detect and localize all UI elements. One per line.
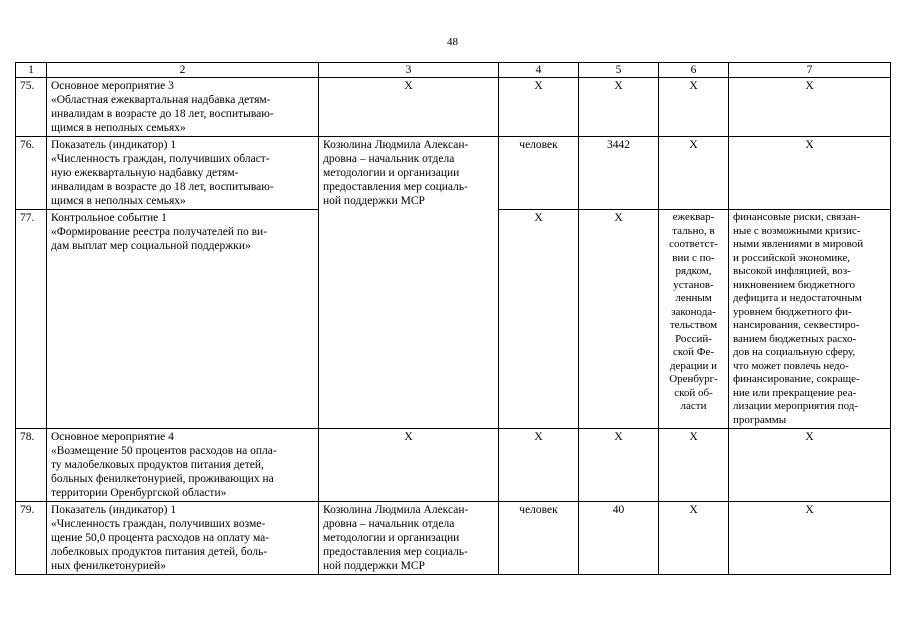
value-cell: Х — [579, 429, 659, 502]
event-cell — [47, 210, 319, 429]
risk-cell: финансовые риски, связан- ные с возможными кризис- ными явлениями в мировой и российской экономике, высокой инфляцией, воз- никновением бюджетного дефицита и недостаточным уровнем бюджетного фи- нансирования, секвестиро- ванием бюджетных расхо- дов на социальную сферу, что может повлечь недо- финансирование, сокраще- ние или прекращение реа- лизации мероприятия под- программы — [729, 210, 891, 429]
unit-cell: человек — [499, 137, 579, 210]
indicator-description: «Численность граждан, получивших возме- щение 50,0 процента расходов на оплату ма- лобелковых продуктов питания детей, боль- ных фенилкетонурией» — [51, 518, 270, 572]
table-row-79 — [16, 502, 891, 575]
indicator-title: Показатель (индикатор) 1 — [51, 504, 177, 516]
row-number: 76. — [16, 137, 47, 210]
value-cell: 40 — [579, 502, 659, 575]
value-cell: Х — [579, 210, 659, 429]
risk-cell: Х — [729, 137, 891, 210]
unit-cell: Х — [499, 78, 579, 137]
activity-description: «Областная ежеквартальная надбавка детям- инвалидам в возрасте до 18 лет, воспитываю- щимся в неполных семьях» — [51, 94, 274, 134]
responsible-cell: Козюлина Людмила Алексан- дровна – начальник отдела методологии и организации предоставления мер социаль- ной поддержки МСР — [319, 502, 499, 575]
row-number: 77. — [16, 210, 47, 429]
row-number: 75. — [16, 78, 47, 137]
unit-cell: человек — [499, 502, 579, 575]
unit-cell: Х — [499, 210, 579, 429]
responsible-cell: Х — [319, 78, 499, 137]
header-row — [16, 63, 891, 78]
indicator-cell — [47, 137, 319, 210]
responsible-cell: Х — [319, 429, 499, 502]
indicator-title: Показатель (индикатор) 1 — [51, 139, 177, 151]
unit-cell: Х — [499, 429, 579, 502]
header-cell-7: 7 — [729, 63, 891, 78]
page-number: 48 — [447, 36, 458, 48]
risk-cell: Х — [729, 78, 891, 137]
event-description: «Формирование реестра получателей по ви- дам выплат мер социальной поддержки» — [51, 226, 268, 252]
value-cell: Х — [579, 78, 659, 137]
header-cell-5: 5 — [579, 63, 659, 78]
header-cell-3: 3 — [319, 63, 499, 78]
risk-cell: Х — [729, 429, 891, 502]
header-cell-2: 2 — [47, 63, 319, 78]
activity-description: «Возмещение 50 процентов расходов на опла- ту малобелковых продуктов питания детей, больных фенилкетонурией, проживающих на территории Оренбургской области» — [51, 445, 277, 499]
activity-cell — [47, 429, 319, 502]
period-cell: Х — [659, 502, 729, 575]
row-number: 79. — [16, 502, 47, 575]
risk-cell: Х — [729, 502, 891, 575]
table-row-78 — [16, 429, 891, 502]
indicator-description: «Численность граждан, получивших област- ную ежеквартальную надбавку детям- инвалидам в возрасте до 18 лет, воспитываю- щимся в неполных семьях» — [51, 153, 274, 207]
activity-title: Основное мероприятие 4 — [51, 431, 174, 443]
event-title: Контрольное событие 1 — [51, 212, 167, 224]
table-row-76 — [16, 137, 891, 210]
indicator-cell — [47, 502, 319, 575]
header-cell-4: 4 — [499, 63, 579, 78]
program-table — [15, 62, 891, 575]
activity-cell — [47, 78, 319, 137]
activity-title: Основное мероприятие 3 — [51, 80, 174, 92]
header-cell-6: 6 — [659, 63, 729, 78]
value-cell: 3442 — [579, 137, 659, 210]
header-cell-1: 1 — [16, 63, 47, 78]
row-number: 78. — [16, 429, 47, 502]
table-row-75 — [16, 78, 891, 137]
period-cell: Х — [659, 429, 729, 502]
period-cell: Х — [659, 78, 729, 137]
responsible-cell: Козюлина Людмила Алексан- дровна – начальник отдела методологии и организации предоставления мер социаль- ной поддержки МСР — [319, 137, 499, 429]
period-cell: Х — [659, 137, 729, 210]
period-cell: ежеквар- тально, в соответст- вии с по- рядком, установ- ленным законода- тельством Россий- ской Фе- дерации и Оренбург- ской об- ласти — [659, 210, 729, 429]
